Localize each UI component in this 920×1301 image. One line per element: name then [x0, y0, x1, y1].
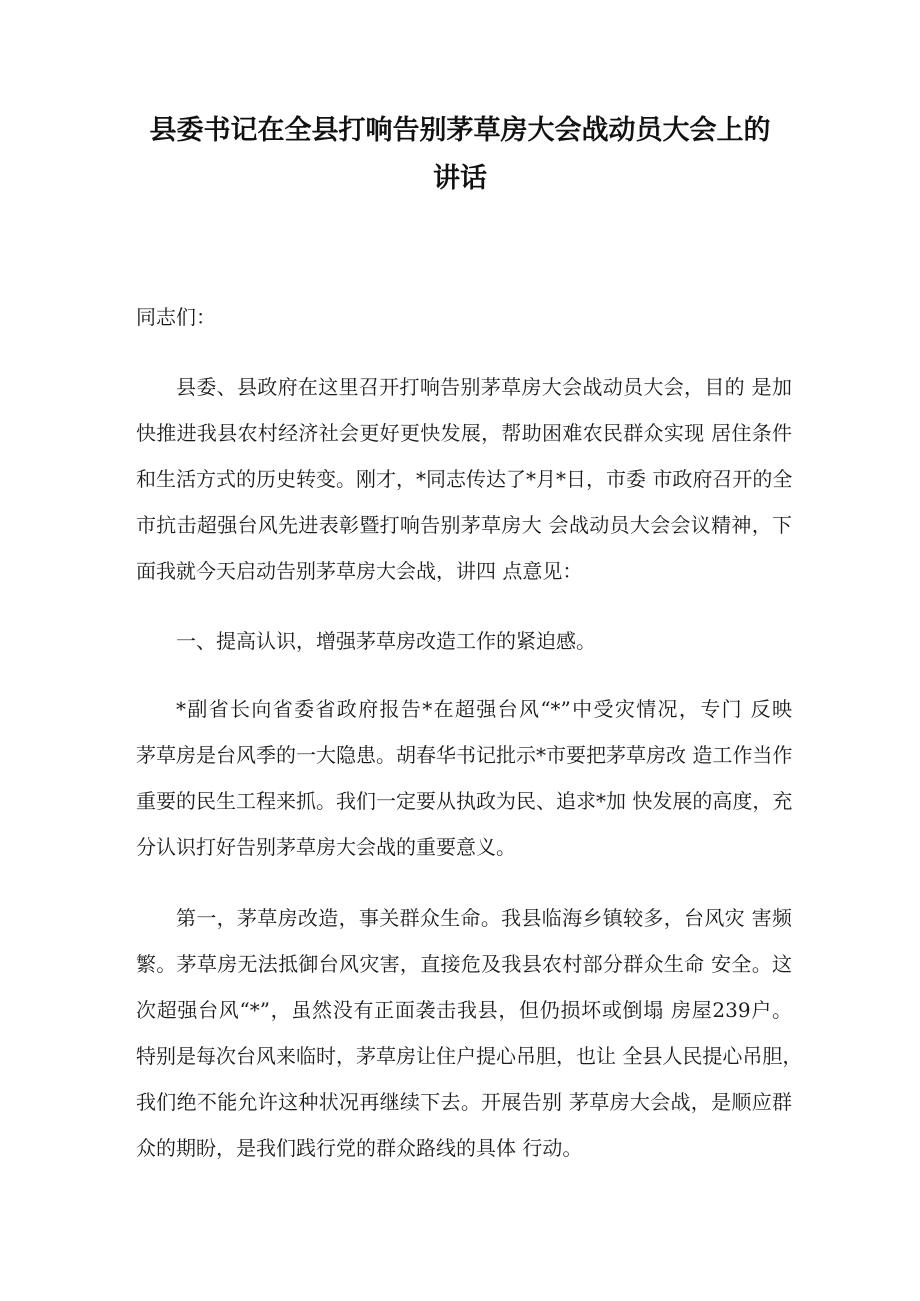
paragraph-line: 众的期盼，是我们践行党的群众路线的具体 行动。 — [136, 1136, 583, 1160]
paragraph-first-point — [136, 895, 803, 1171]
paragraph-opening — [136, 364, 792, 594]
paragraph-line: 市抗击超强台风先进表彰暨打响告别茅草房大 会战动员大会会议精神，下 — [136, 513, 792, 537]
section-heading-text: 一、提高认识，增强茅草房改造工作的紧迫感。 — [176, 629, 596, 653]
salutation: 同志们： — [136, 305, 216, 329]
paragraph-line: 第一，茅草房改造，事关群众生命。我县临海乡镇较多，台风灾 害频 — [176, 906, 792, 930]
paragraph-report — [136, 686, 792, 870]
document-title-line-2: 讲话 — [433, 163, 487, 194]
paragraph-line: 我们绝不能允许这种状况再继续下去。开展告别 茅草房大会战，是顺应群 — [136, 1090, 792, 1114]
paragraph-line: 繁。茅草房无法抵御台风灾害，直接危及我县农村部分群众生命 安全。这 — [136, 952, 792, 976]
paragraph-line: 面我就今天启动告别茅草房大会战，讲四 点意见： — [136, 559, 583, 583]
paragraph-line: 和生活方式的历史转变。刚才，*同志传达了*月*日，市委 市政府召开的全 — [136, 467, 793, 491]
paragraph-line: 重要的民生工程来抓。我们一定要从执政为民、追求*加 快发展的高度，充 — [136, 789, 793, 813]
paragraph-line: 分认识打好告别茅草房大会战的重要意义。 — [136, 835, 516, 859]
section-heading — [136, 618, 792, 664]
paragraph-line: 县委、县政府在这里召开打响告别茅草房大会战动员大会，目的 是加 — [176, 375, 792, 399]
paragraph-line: 快推进我县农村经济社会更好更快发展，帮助困难农民群众实现 居住条件 — [136, 421, 792, 445]
paragraph-line: 特别是每次台风来临时，茅草房让住户提心吊胆，也让 全县人民提心吊胆， — [136, 1044, 803, 1068]
document-title-line-1: 县委书记在全县打响告别茅草房大会战动员大会上的 — [149, 115, 771, 146]
paragraph-line: 茅草房是台风季的一大隐患。胡春华书记批示*市要把茅草房改 造工作当作 — [136, 743, 793, 767]
paragraph-line: *副省长向省委省政府报告*在超强台风“*”中受灾情况，专门 反映 — [176, 697, 792, 721]
paragraph-line: 次超强台风“*”，虽然没有正面袭击我县，但仍损坏或倒塌 房屋239户。 — [136, 998, 792, 1022]
